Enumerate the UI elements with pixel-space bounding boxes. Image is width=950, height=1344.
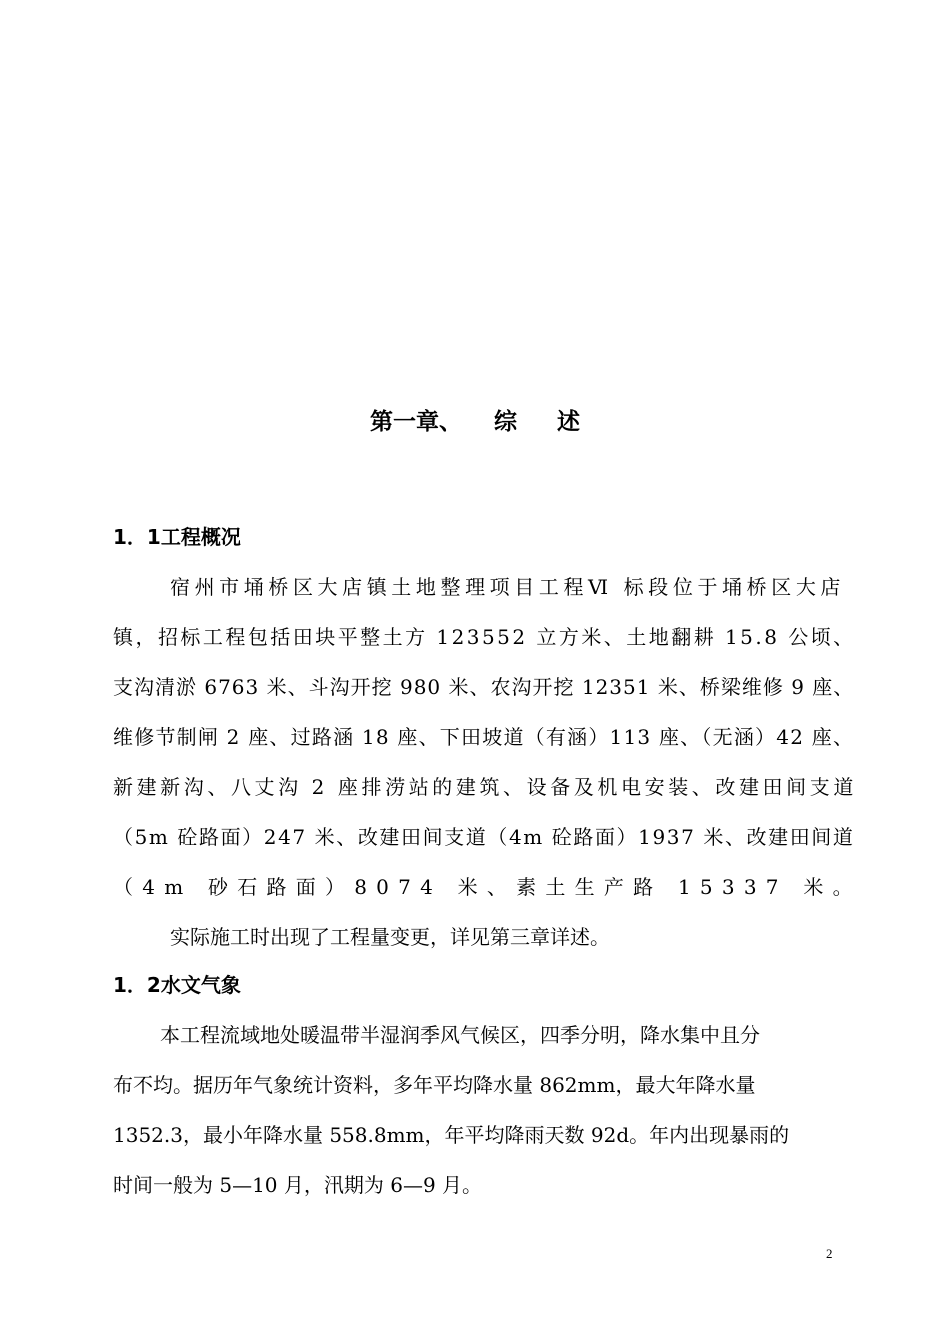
section-heading-1-1: 1．1工程概况 bbox=[113, 525, 241, 549]
paragraph-line: 1352.3，最小年降水量 558.8mm，年平均降雨天数 92d。年内出现暴雨的 bbox=[113, 1123, 790, 1147]
paragraph-line: 维修节制闸 2 座、过路涵 18 座、下田坡道（有涵）113 座、（无涵）42 座、 bbox=[113, 725, 855, 749]
chapter-title: 第一章、 综 述 bbox=[369, 409, 581, 435]
section-heading-1-2: 1．2水文气象 bbox=[113, 973, 241, 997]
paragraph-note: 实际施工时出现了工程量变更，详见第三章详述。 bbox=[170, 925, 610, 949]
paragraph-line: （5m 砼路面）247 米、改建田间支道（4m 砼路面）1937 米、改建田间道 bbox=[113, 825, 855, 849]
paragraph-line: （4m 砂石路面）8074 米、素土生产路 15337 米。 bbox=[113, 875, 862, 899]
paragraph-line: 宿州市埇桥区大店镇土地整理项目工程Ⅵ 标段位于埇桥区大店 bbox=[170, 575, 845, 599]
paragraph-line: 支沟清淤 6763 米、斗沟开挖 980 米、农沟开挖 12351 米、桥梁维修 9 座、 bbox=[113, 675, 855, 699]
paragraph-line: 时间一般为 5—10 月，汛期为 6—9 月。 bbox=[113, 1173, 483, 1197]
paragraph-line: 本工程流域地处暖温带半湿润季风气候区，四季分明，降水集中且分 bbox=[160, 1023, 760, 1047]
page-number: 2 bbox=[826, 1246, 833, 1261]
paragraph-line: 新建新沟、八丈沟 2 座排涝站的建筑、设备及机电安装、改建田间支道 bbox=[113, 775, 857, 799]
paragraph-line: 镇，招标工程包括田块平整土方 123552 立方米、土地翻耕 15.8 公顷、 bbox=[113, 625, 856, 649]
paragraph-line: 布不均。据历年气象统计资料，多年平均降水量 862mm，最大年降水量 bbox=[113, 1073, 756, 1097]
